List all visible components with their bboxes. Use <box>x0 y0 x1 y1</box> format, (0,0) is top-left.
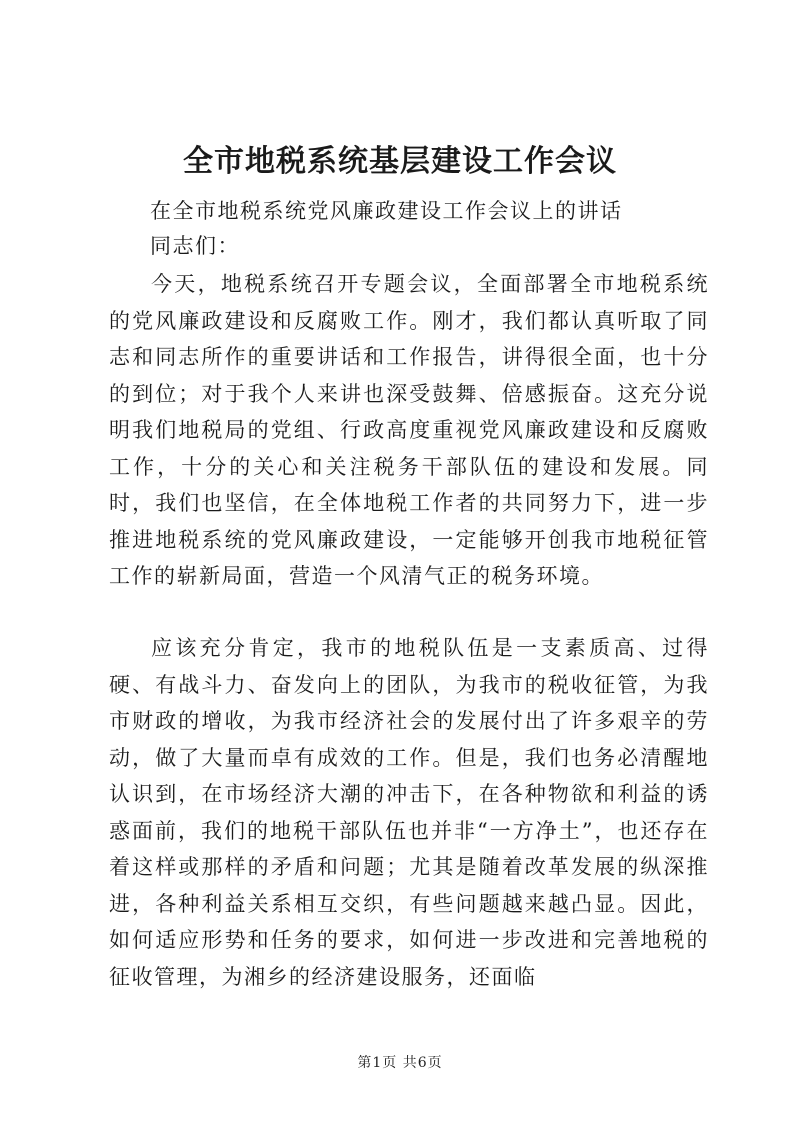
speech-subtitle: 在全市地税系统党风廉政建设工作会议上的讲话 <box>150 199 623 223</box>
paragraph-1: 今天，地税系统召开专题会议，全面部署全市地税系统的党风廉政建设和反腐败工作。刚才，我们都认真听取了同志和同志所作的重要讲话和工作报告，讲得很全面，也十分的到位；对于我个人来讲也深受鼓舞、倍感振奋。这充分说明我们地税局的党组、行政高度重视党风廉政建设和反腐败工作，十分的关心和关注税务干部队伍的建设和发展。同时，我们也坚信，在全体地税工作者的共同努力下，进一步推进地税系统的党风廉政建设，一定能够开创我市地税征管工作的崭新局面，营造一个风清气正的税务环境。 <box>109 272 709 588</box>
salutation: 同志们： <box>150 234 240 258</box>
page-footer <box>0 1052 800 1072</box>
document-title: 全市地税系统基层建设工作会议 <box>183 144 617 179</box>
paragraph-2: 应该充分肯定，我市的地税队伍是一支素质高、过得硬、有战斗力、奋发向上的团队，为我市的税收征管，为我市财政的增收，为我市经济社会的发展付出了许多艰辛的劳动，做了大量而卓有成效的工作。但是，我们也务必清醒地认识到，在市场经济大潮的冲击下，在各种物欲和利益的诱惑面前，我们的地税干部队伍也并非“一方净土”，也还存在着这样或那样的矛盾和问题；尤其是随着改革发展的纵深推进，各种利益关系相互交织，有些问题越来越凸显。因此，如何适应形势和任务的要求，如何进一步改进和完善地税的征收管理，为湘乡的经济建设服务，还面临 <box>109 636 709 989</box>
page-number-label: 第1页 共6页 <box>357 1055 443 1071</box>
